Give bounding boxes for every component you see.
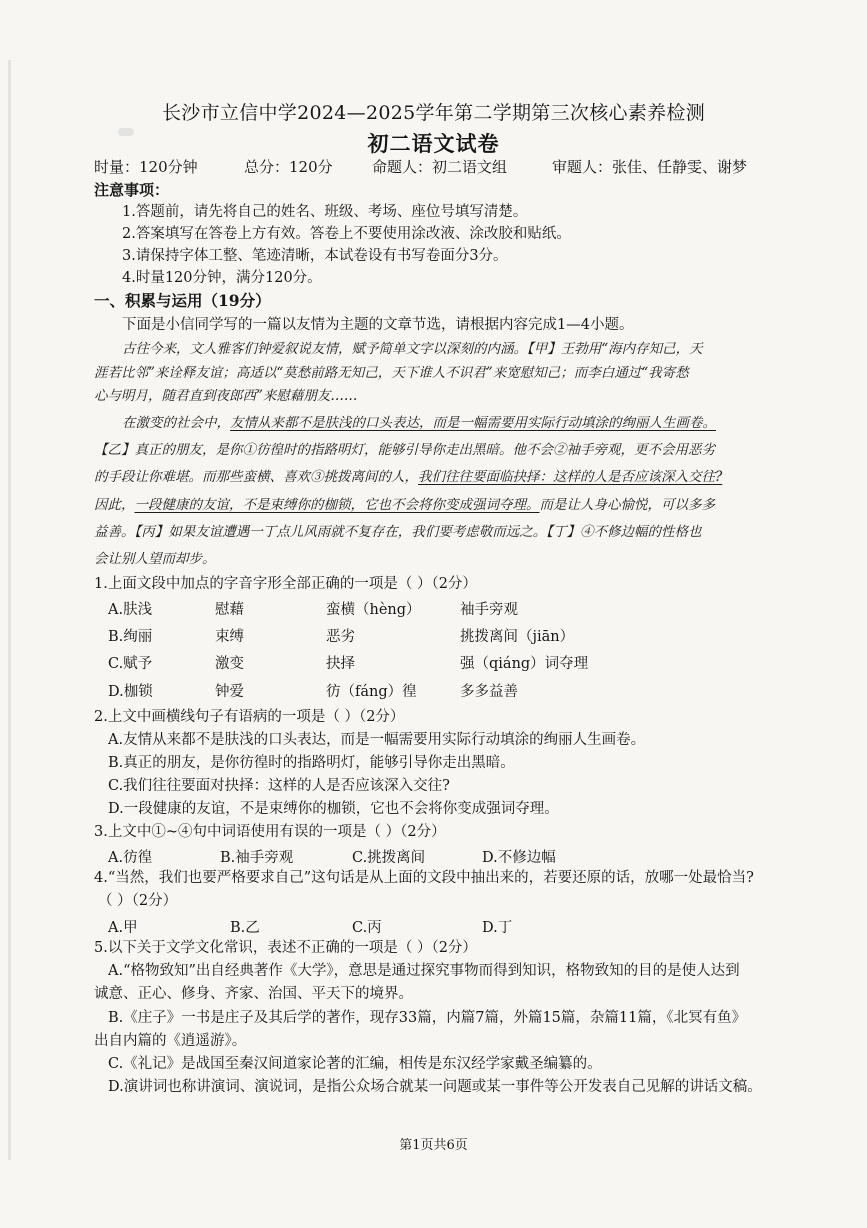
passage-text: 的手段让你难堪。而那些蛮横、喜欢③挑拨离间的人， — [94, 469, 418, 485]
meta-reviewer: 审题人：张佳、任静雯、谢梦 — [552, 158, 748, 176]
passage-line: 会让别人望而却步。 — [94, 551, 216, 567]
question-5-stem: 5.以下关于文学文化常识，表述不正确的一项是（ ）（2分） — [94, 940, 477, 956]
q1-cell: D.枷锁 — [108, 684, 153, 700]
q5-line: A.“格物致知”出自经典著作《大学》，意思是通过探究事物而得到知识，格物致知的目的是使人达到 — [108, 963, 740, 979]
q5-line: 诚意、正心、修身、齐家、治国、平天下的境界。 — [94, 986, 413, 1002]
q1-cell: B.绚丽 — [108, 629, 153, 645]
question-4-stem: 4.“当然，我们也要严格要求自己”这句话是从上面的文段中抽出来的，若要还原的话，放哪一处最恰当? — [94, 870, 754, 886]
q5-line: B.《庄子》一书是庄子及其后学的著作，现存33篇，内篇7篇，外篇15篇，杂篇11篇，《北冥有鱼》 — [108, 1010, 747, 1026]
q1-cell: 强（qiáng）词夺理 — [460, 656, 589, 672]
q3-option: D.不修边幅 — [482, 850, 556, 866]
q1-cell: 抉择 — [326, 656, 355, 672]
note-item: 3.请保持字体工整、笔迹清晰，本试卷设有书写卷面分3分。 — [122, 248, 508, 264]
q1-cell: 束缚 — [215, 629, 244, 645]
q1-cell: 袖手旁观 — [460, 602, 518, 618]
passage-text: 因此， — [94, 497, 135, 513]
q5-line: D.演讲词也称讲演词、演说词，是指公众场合就某一问题或某一事件等公开发表自己见解的讲话文稿。 — [108, 1079, 762, 1095]
q5-line: 出自内篇的《逍遥游》。 — [94, 1033, 247, 1049]
q2-option: D.一段健康的友谊，不是束缚你的枷锁，它也不会将你变成强词夺理。 — [108, 801, 559, 817]
q2-option: B.真正的朋友，是你彷徨时的指路明灯，能够引导你走出黑暗。 — [108, 755, 515, 771]
section-heading: 一、积累与运用（19分） — [94, 291, 271, 310]
q1-cell: 蛮横（hèng） — [326, 602, 421, 618]
notes-heading: 注意事项： — [94, 181, 170, 199]
q3-option: C.挑拨离间 — [352, 850, 426, 866]
passage-line — [122, 414, 716, 432]
q1-cell: 激变 — [215, 656, 244, 672]
passage-line: 益善。【丙】如果友谊遭遇一丁点儿风雨就不复存在，我们要考虑敬而远之。【丁】④不修边幅的性格也 — [94, 524, 702, 540]
passage-line: 【乙】真正的朋友，是你①彷徨时的指路明灯，能够引导你走出黑暗。他不会②袖手旁观，更不会用恶劣 — [94, 442, 715, 458]
passage-line — [94, 468, 722, 486]
q1-cell: C.赋予 — [108, 656, 153, 672]
meta-setter: 命题人：初二语文组 — [372, 158, 508, 176]
school-title: 长沙市立信中学2024—2025学年第二学期第三次核心素养检测 — [161, 102, 705, 124]
underlined-sentence: 一段健康的友谊，不是束缚你的枷锁，它也不会将你变成强词夺理。 — [134, 497, 540, 513]
q4-option: A.甲 — [108, 920, 138, 936]
q4-option: D.丁 — [482, 920, 513, 936]
paper-title: 初二语文试卷 — [367, 131, 500, 156]
passage-line: 古往今来，文人雅客们钟爱叙说友情，赋予简单文字以深刻的内涵。【甲】王勃用“海内存知己，天 — [122, 341, 703, 357]
q1-cell: 彷（fáng）徨 — [326, 684, 417, 700]
q4-option: C.丙 — [352, 920, 382, 936]
question-1-stem: 1.上面文段中加点的字音字形全部正确的一项是（ ）（2分） — [94, 576, 477, 592]
question-4-stem-cont: （ ）（2分） — [98, 893, 178, 909]
q2-option: A.友情从来都不是肤浅的口头表达，而是一幅需要用实际行动填涂的绚丽人生画卷。 — [108, 732, 646, 748]
passage-line — [94, 496, 715, 514]
meta-time: 时量：120分钟 — [94, 158, 198, 176]
q2-option: C.我们往往要面对抉择：这样的人是否应该深入交往? — [108, 778, 450, 794]
q1-cell: 恶劣 — [326, 629, 355, 645]
q3-option: A.彷徨 — [108, 850, 153, 866]
note-item: 1.答题前，请先将自己的姓名、班级、考场、座位号填写清楚。 — [122, 204, 528, 220]
q3-option: B.袖手旁观 — [220, 850, 294, 866]
question-3-stem: 3.上文中①~④句中词语使用有误的一项是（ ）（2分） — [94, 824, 446, 840]
note-item: 4.时量120分钟，满分120分。 — [122, 270, 322, 286]
passage-text: 在激变的社会中， — [122, 415, 230, 431]
page-number: 第1页共6页 — [399, 1138, 468, 1153]
note-item: 2.答案填写在答卷上方有效。答卷上不要使用涂改液、涂改胶和贴纸。 — [122, 226, 571, 242]
q4-option: B.乙 — [230, 920, 260, 936]
scan-edge — [8, 60, 11, 1160]
underlined-sentence: 友情从来都不是肤浅的口头表达，而是一幅需要用实际行动填涂的绚丽人生画卷。 — [230, 415, 716, 431]
meta-score: 总分：120分 — [244, 158, 333, 176]
q1-cell: 钟爱 — [215, 684, 244, 700]
underlined-sentence: 我们往往要面临抉择：这样的人是否应该深入交往? — [418, 469, 723, 485]
q1-cell: 慰藉 — [215, 602, 244, 618]
passage-text: 而是让人身心愉悦，可以多多 — [539, 497, 715, 513]
passage-line: 心与明月，随君直到夜郎西”来慰藉朋友…… — [94, 388, 358, 404]
question-2-stem: 2.上文中画横线句子有语病的一项是（ ）（2分） — [94, 709, 405, 725]
passage-intro: 下面是小信同学写的一篇以友情为主题的文章节选，请根据内容完成1—4小题。 — [122, 317, 634, 333]
q1-cell: 多多益善 — [460, 684, 518, 700]
passage-line: 涯若比邻”来诠释友谊；高适以“莫愁前路无知己，天下谁人不识君”来宽慰知己；而李白通过“我寄愁 — [94, 365, 689, 381]
q1-cell: 挑拨离间（jiān） — [460, 629, 575, 645]
q1-cell: A.肤浅 — [108, 602, 153, 618]
q5-line: C.《礼记》是战国至秦汉间道家论著的汇编，相传是东汉经学家戴圣编纂的。 — [108, 1056, 602, 1072]
